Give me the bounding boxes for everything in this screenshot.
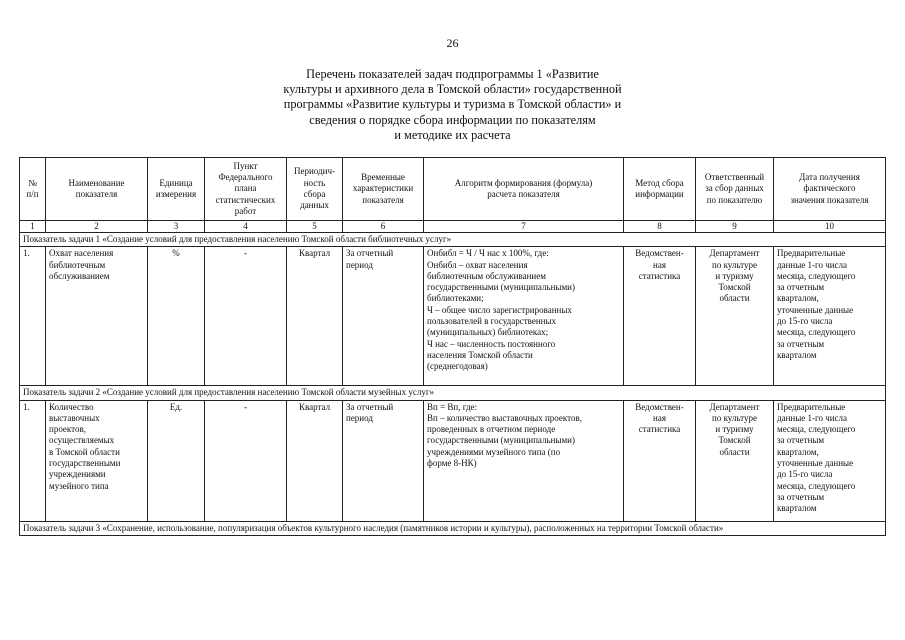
task-1-label: Показатель задачи 1 «Создание условий для предоставления населению Томской области библиотечных услуг» — [20, 233, 886, 247]
header-cell-algorithm: Алгоритм формирования (формула) расчета показателя — [424, 158, 624, 221]
row-num: 1. — [20, 400, 46, 521]
task-3-label: Показатель задачи 3 «Сохранение, использование, популяризация объектов культурного наследия (памятников истории и культуры), расположенных на территории Томской области» — [20, 521, 886, 535]
header-cell-time: Временные характеристики показателя — [343, 158, 424, 221]
responsible-cell: Департамент по культуре и туризму Томской области — [696, 247, 774, 386]
column-number: 4 — [205, 221, 287, 233]
column-number: 3 — [148, 221, 205, 233]
task-row — [20, 233, 886, 247]
header-cell-period: Периодич- ность сбора данных — [287, 158, 343, 221]
date-cell: Предварительные данные 1-го числа месяца, следующего за отчетным кварталом, уточненные данные до 15-го числа месяца, следующего за отчетным кварталом — [774, 247, 886, 386]
column-number: 7 — [424, 221, 624, 233]
column-number: 6 — [343, 221, 424, 233]
column-number-row — [20, 221, 886, 233]
algorithm-cell: Вп = Вп, где: Вп – количество выставочных проектов, проведенных в отчетном периоде государственными (муниципальными) учреждениями музейного типа (по форме 8-НК) — [424, 400, 624, 521]
time-cell: За отчетный период — [343, 247, 424, 386]
column-number: 2 — [46, 221, 148, 233]
table-row — [20, 247, 886, 386]
period-cell: Квартал — [287, 400, 343, 521]
header-cell-unit: Единица измерения — [148, 158, 205, 221]
row-num: 1. — [20, 247, 46, 386]
header-cell-name: Наименование показателя — [46, 158, 148, 221]
page-number: 26 — [446, 36, 459, 50]
header-cell-responsible: Ответственный за сбор данных по показателю — [696, 158, 774, 221]
task-row — [20, 386, 886, 400]
task-row — [20, 521, 886, 535]
indicator-name: Количество выставочных проектов, осуществляемых в Томской области государственными учреждениями музейного типа — [46, 400, 148, 521]
indicators-table — [19, 157, 886, 536]
header-cell-date: Дата получения фактического значения показателя — [774, 158, 886, 221]
header-cell-fed-plan: Пункт Федерального плана статистических работ — [205, 158, 287, 221]
indicator-name: Охват населения библиотечным обслуживанием — [46, 247, 148, 386]
column-number: 1 — [20, 221, 46, 233]
column-number: 8 — [624, 221, 696, 233]
fed-plan-cell: - — [205, 400, 287, 521]
unit-cell: % — [148, 247, 205, 386]
unit-cell: Ед. — [148, 400, 205, 521]
header-cell-method: Метод сбора информации — [624, 158, 696, 221]
period-cell: Квартал — [287, 247, 343, 386]
column-number: 10 — [774, 221, 886, 233]
method-cell: Ведомствен- ная статистика — [624, 400, 696, 521]
column-number: 5 — [287, 221, 343, 233]
document-title: Перечень показателей задач подпрограммы 1 «Развитие культуры и архивного дела в Томской области» государственной программы «Развитие культуры и туризма в Томской области» и сведения о порядке сбора информации по показателям и методике их расчета — [283, 67, 622, 142]
responsible-cell: Департамент по культуре и туризму Томской области — [696, 400, 774, 521]
time-cell: За отчетный период — [343, 400, 424, 521]
table-header-row — [20, 158, 886, 221]
method-cell: Ведомствен- ная статистика — [624, 247, 696, 386]
algorithm-cell: Онбибл = Ч / Ч нас х 100%, где: Онбибл – охват населения библиотечным обслуживанием государственными (муниципальными) библиотеками; Ч – общее число зарегистрированных пользователей в государственных (муниципальных) библиотеках; Ч нас – численность постоянного населения Томской области (среднегодовая) — [424, 247, 624, 386]
header-cell-num: № п/п — [20, 158, 46, 221]
date-cell: Предварительные данные 1-го числа месяца, следующего за отчетным кварталом, уточненные данные до 15-го числа месяца, следующего за отчетным кварталом — [774, 400, 886, 521]
task-2-label: Показатель задачи 2 «Создание условий для предоставления населению Томской области музейных услуг» — [20, 386, 886, 400]
column-number: 9 — [696, 221, 774, 233]
table-row — [20, 400, 886, 521]
fed-plan-cell: - — [205, 247, 287, 386]
